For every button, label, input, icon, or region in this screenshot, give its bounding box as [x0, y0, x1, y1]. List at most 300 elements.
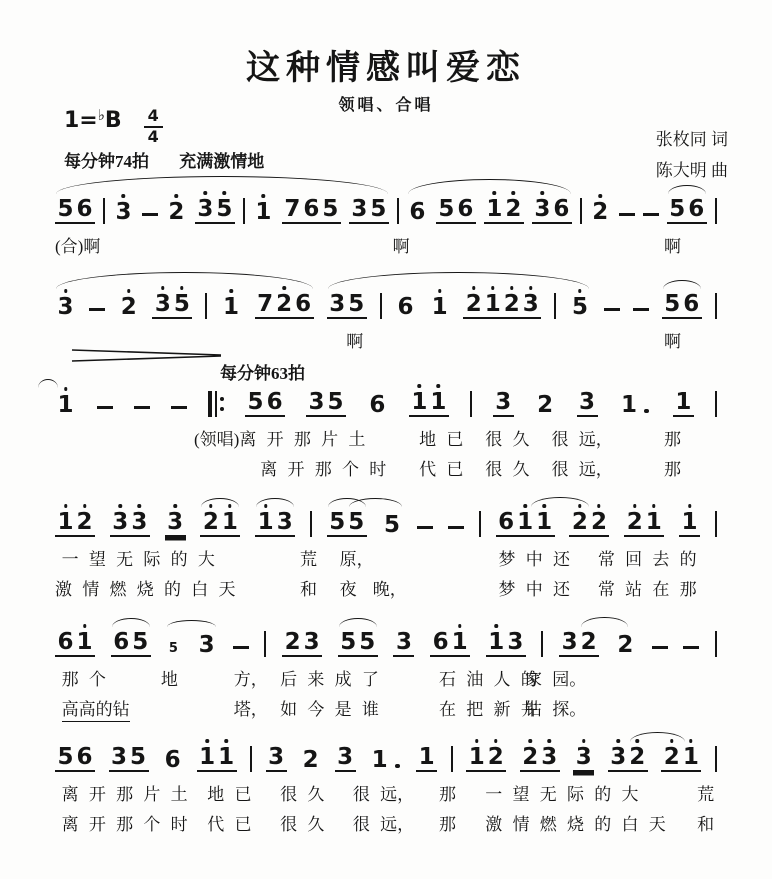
repeat-thick-line — [208, 391, 212, 417]
lyric: 那 个 — [61, 670, 106, 689]
note — [55, 511, 95, 537]
slur-arc — [201, 498, 239, 507]
barline-icon — [580, 198, 582, 224]
note-digit: 1 — [221, 509, 238, 535]
expression-marking: 充满激情地 — [179, 152, 265, 171]
lyric-row-1 — [55, 780, 717, 804]
lyric: 很 远， — [551, 430, 613, 449]
note-digit: 1 — [682, 744, 699, 770]
note-digit: 3 — [167, 509, 184, 535]
key-letter: B — [104, 108, 122, 133]
lyric: 常 站 在 那 — [597, 580, 697, 599]
note — [109, 746, 149, 772]
note — [569, 511, 609, 537]
time-signature-denominator: 4 — [147, 126, 159, 146]
note-digit: 1 — [536, 509, 553, 535]
lyric: 一 望 无 际 的 大 — [485, 785, 639, 804]
note-digit: 3 — [303, 629, 320, 655]
note-digit: 1 — [255, 199, 272, 225]
lyric: 晚， — [372, 580, 407, 599]
lyric: 如 今 是 谁 — [280, 700, 379, 719]
note-digit: 6 — [457, 196, 474, 222]
note — [306, 391, 346, 417]
note — [679, 511, 700, 537]
note — [662, 293, 702, 319]
dash-note — [89, 308, 105, 311]
note-digit: 2 — [522, 744, 539, 770]
slur-arc — [668, 185, 706, 194]
note-digit: 5 — [571, 294, 588, 320]
note-digit: 5 — [130, 744, 147, 770]
lyric: 梦 中 还 — [498, 550, 571, 569]
repeat-dot — [220, 407, 224, 411]
note-digit: 2 — [571, 509, 588, 535]
barline-icon — [451, 746, 453, 772]
note-digit: 5 — [348, 509, 365, 535]
note — [152, 293, 192, 319]
note — [338, 631, 378, 657]
note-digit: 6 — [76, 744, 93, 770]
note-digit: 3 — [522, 291, 539, 317]
note-digit: 3 — [197, 196, 214, 222]
lyric: 石 油 人 的 — [438, 670, 538, 689]
dash-note — [643, 213, 659, 216]
note-digit: 5 — [132, 629, 149, 655]
note-digit: 1 — [431, 294, 448, 320]
lyric: 在 把 新 井 — [438, 700, 538, 719]
note-digit: 1 — [681, 509, 698, 535]
note — [393, 631, 414, 657]
slur-arc — [339, 618, 377, 627]
lyric: 和 — [697, 815, 715, 834]
repeat-thin-line — [215, 391, 217, 417]
note-digit: 3 — [57, 294, 74, 320]
note — [416, 746, 437, 772]
slur-arc — [167, 620, 216, 627]
lyric: 代 已 — [419, 460, 464, 479]
slur-arc — [349, 498, 402, 507]
note — [113, 201, 134, 224]
note-digit: 2 — [505, 196, 522, 222]
notes-row — [55, 503, 717, 537]
note — [162, 749, 183, 772]
note — [165, 511, 186, 537]
note-digit: 2 — [487, 744, 504, 770]
dash-note — [417, 526, 433, 529]
notes-row — [55, 738, 717, 772]
note-digit: 2 — [465, 291, 482, 317]
slur-arc — [663, 280, 701, 289]
note-digit: 2 — [537, 392, 554, 418]
note — [335, 746, 356, 772]
lyric: 离 开 那 个 时 — [61, 815, 188, 834]
flat-icon: ♭ — [97, 106, 105, 124]
lyric-row-2 — [55, 455, 717, 479]
time-signature-numerator: 4 — [144, 108, 163, 128]
note-digit: 3 — [329, 291, 346, 317]
note-digit: 2 — [168, 199, 185, 225]
note-digit: 6 — [76, 196, 93, 222]
note-digit: 6 — [113, 629, 130, 655]
note-digit: 5 — [348, 291, 365, 317]
note — [407, 201, 428, 224]
lyric: 啊 — [392, 237, 410, 256]
dash-note — [134, 406, 150, 409]
lyric: 方， — [233, 670, 268, 689]
note-digit: 3 — [308, 389, 325, 415]
note — [111, 631, 151, 657]
note — [282, 198, 341, 224]
note-digit: 5 — [327, 389, 344, 415]
note-digit: 6 — [432, 629, 449, 655]
note-digit: 6 — [688, 196, 705, 222]
note-digit: 5 — [384, 512, 401, 538]
note — [463, 293, 541, 319]
lyric: 家 园。 — [525, 670, 587, 689]
note-digit: 2 — [202, 509, 219, 535]
note — [466, 746, 506, 772]
lyric: 很 久 — [280, 785, 325, 804]
note — [382, 514, 403, 537]
lyric: 塔， — [233, 700, 268, 719]
lyric: 梦 中 还 — [498, 580, 571, 599]
tie-arc — [38, 379, 58, 388]
note-digit: 1 — [257, 509, 274, 535]
note-digit: 3 — [495, 389, 512, 415]
note — [196, 634, 217, 657]
note-digit: 7 — [257, 291, 274, 317]
dash-note — [619, 213, 635, 216]
dash-note — [448, 526, 464, 529]
note — [615, 634, 636, 657]
note-digit: 1 — [468, 744, 485, 770]
repeat-dots — [220, 397, 224, 411]
dash-note — [633, 308, 649, 311]
note — [118, 296, 139, 319]
notes-row — [55, 383, 717, 417]
music-line-6 — [55, 738, 717, 834]
lyric: 激 情 燃 烧 的 白 天 — [55, 580, 236, 599]
note-digit: 1 — [488, 629, 505, 655]
note — [266, 746, 287, 772]
note-digit: 3 — [268, 744, 285, 770]
note-digit: 6 — [397, 294, 414, 320]
note — [327, 293, 367, 319]
mid-tempo-marking: 每分钟63拍 — [220, 364, 305, 383]
note-digit: 2 — [617, 632, 634, 658]
slur-arc — [408, 179, 571, 194]
lyric: 那 — [664, 430, 682, 449]
note-digit: 1 — [486, 196, 503, 222]
repeat-sign-icon — [208, 391, 225, 417]
lyric: 一 望 无 际 的 大 — [61, 550, 215, 569]
note-digit: 2 — [590, 509, 607, 535]
slur-arc — [56, 272, 313, 289]
barline-icon — [380, 293, 382, 319]
key-prefix: 1= — [64, 108, 98, 133]
note — [624, 511, 664, 537]
barline-icon — [715, 746, 717, 772]
note — [369, 749, 403, 772]
augmentation-dot — [395, 764, 400, 769]
note-digit: 1 — [517, 509, 534, 535]
note-digit: 1 — [371, 747, 388, 773]
lyric: 离 开 那 片 土 — [61, 785, 188, 804]
note-digit: 6 — [266, 389, 283, 415]
augmentation-dot — [644, 409, 649, 414]
note-digit: 1 — [411, 389, 428, 415]
lyric: 代 已 — [207, 815, 252, 834]
note — [300, 749, 321, 772]
lyric: 和 — [299, 580, 317, 599]
note — [590, 201, 611, 224]
note — [618, 394, 652, 417]
note — [486, 631, 526, 657]
note-digit: 2 — [120, 294, 137, 320]
note — [349, 198, 389, 224]
lyric: 地 已 — [419, 430, 464, 449]
note-digit: 5 — [57, 744, 74, 770]
note-digit: 1 — [645, 509, 662, 535]
note-digit: 5 — [173, 291, 190, 317]
note-digit: 3 — [561, 629, 578, 655]
dash-note — [683, 646, 699, 649]
lyric-row-1 — [55, 545, 717, 569]
note — [429, 296, 450, 319]
lyric-row-2 — [55, 575, 717, 599]
lyric-row-1 — [55, 665, 717, 689]
note-digit: 6 — [295, 291, 312, 317]
lyric: (领唱)离 开 那 片 土 — [194, 430, 366, 449]
note-digit: 1 — [418, 744, 435, 770]
lyric: 离 开 那 个 时 — [260, 460, 387, 479]
note-digit: 1 — [57, 392, 74, 418]
dash-note — [652, 646, 668, 649]
note — [245, 391, 285, 417]
note-digit: 5 — [322, 196, 339, 222]
barline-icon — [264, 631, 266, 657]
barline-icon — [103, 198, 105, 224]
note — [577, 391, 598, 417]
note-digit: 6 — [409, 199, 426, 225]
lyric-row-2 — [55, 810, 717, 834]
lyric: 很 远， — [551, 460, 613, 479]
note — [110, 511, 150, 537]
lyric: 啊 — [664, 237, 682, 256]
lyric: 后 来 成 了 — [280, 670, 379, 689]
note — [55, 631, 95, 657]
note-digit: 6 — [164, 747, 181, 773]
note — [221, 296, 242, 319]
note-digit: 1 — [484, 291, 501, 317]
barline-icon — [715, 293, 717, 319]
note-digit: 5 — [329, 509, 346, 535]
lyric: 那 — [438, 815, 456, 834]
note — [496, 511, 555, 537]
note — [535, 394, 556, 417]
lyric: 高高的钻 — [62, 695, 130, 722]
grace-note — [166, 642, 180, 657]
note-digit: 5 — [370, 196, 387, 222]
tempo-bpm: 每分钟74拍 — [64, 152, 149, 171]
slur-arc — [328, 272, 589, 289]
song-subtitle: 领唱、合唱 — [338, 97, 434, 114]
note-digit: 3 — [131, 509, 148, 535]
lyric: 激 情 燃 烧 的 白 天 — [485, 815, 666, 834]
decrescendo-hairpin-icon — [71, 348, 223, 362]
note — [436, 198, 476, 224]
note-digit: 1 — [675, 389, 692, 415]
barline-icon — [310, 511, 312, 537]
note-digit: 1 — [430, 389, 447, 415]
note-digit: 6 — [553, 196, 570, 222]
note — [55, 198, 95, 224]
note — [667, 198, 707, 224]
note-digit: 2 — [629, 744, 646, 770]
composer-credit: 陈大明 曲 — [655, 161, 728, 180]
note-digit: 3 — [115, 199, 132, 225]
lyric: 地 — [160, 670, 178, 689]
note-digit: 3 — [111, 744, 128, 770]
notes-row — [55, 190, 717, 224]
note — [55, 296, 76, 319]
note-digit: 1 — [57, 509, 74, 535]
dash-note — [97, 406, 113, 409]
song-title: 这种情感叫爱恋 — [246, 50, 526, 87]
note-digit: 3 — [276, 509, 293, 535]
dash-note — [233, 646, 249, 649]
note-digit: 1 — [199, 744, 216, 770]
note-digit: 2 — [663, 744, 680, 770]
note-digit: 2 — [276, 291, 293, 317]
lyric: 很 远， — [352, 815, 415, 834]
note-digit: 3 — [575, 744, 592, 770]
notes-row — [55, 623, 717, 657]
dash-note — [142, 213, 158, 216]
note — [559, 631, 599, 657]
note-digit: 3 — [337, 744, 354, 770]
note-digit: 2 — [284, 629, 301, 655]
lyric-row-1 — [55, 232, 717, 256]
barline-icon — [715, 391, 717, 417]
note-digit: 5 — [359, 629, 376, 655]
note-digit: 6 — [57, 629, 74, 655]
note — [395, 296, 416, 319]
barline-icon — [479, 511, 481, 537]
note-digit: 6 — [683, 291, 700, 317]
barline-icon — [715, 511, 717, 537]
note-digit: 2 — [626, 509, 643, 535]
music-line-3 — [55, 364, 717, 479]
note-digit: 1 — [620, 392, 637, 418]
note-digit: 6 — [498, 509, 515, 535]
lyric-row-2 — [55, 695, 717, 719]
note-digit: 2 — [76, 509, 93, 535]
music-line-1 — [55, 190, 717, 256]
lyric: 夜 — [339, 580, 357, 599]
note-digit: 3 — [351, 196, 368, 222]
note-digit: 3 — [579, 389, 596, 415]
note-digit: 5 — [669, 196, 686, 222]
note-digit: 2 — [580, 629, 597, 655]
barline-icon — [715, 198, 717, 224]
slur-arc — [328, 498, 366, 507]
note-digit: 1 — [223, 294, 240, 320]
note — [569, 296, 590, 319]
lyric: 钻 探。 — [525, 700, 587, 719]
slur-arc — [256, 498, 294, 507]
dash-note — [604, 308, 620, 311]
dash-note — [171, 406, 187, 409]
lyric: 很 久 — [280, 815, 325, 834]
barline-icon — [250, 746, 252, 772]
note — [195, 198, 235, 224]
note-digit: 1 — [218, 744, 235, 770]
note-digit: 5 — [247, 389, 264, 415]
note-digit: 6 — [303, 196, 320, 222]
repeat-dot — [220, 397, 224, 401]
note-digit: 2 — [503, 291, 520, 317]
note-digit: 1 — [76, 629, 93, 655]
note — [327, 511, 367, 537]
note — [520, 746, 560, 772]
note — [255, 511, 295, 537]
note — [200, 511, 240, 537]
note — [673, 391, 694, 417]
music-line-2 — [55, 285, 717, 351]
note-digit: 2 — [592, 199, 609, 225]
lyric-row-1 — [55, 425, 717, 449]
music-line-4 — [55, 503, 717, 599]
barline-icon — [715, 631, 717, 657]
barline-icon — [470, 391, 472, 417]
note-digit: 5 — [216, 196, 233, 222]
note — [367, 394, 388, 417]
note-digit: 5 — [664, 291, 681, 317]
slur-arc — [112, 618, 150, 627]
note-digit: 3 — [154, 291, 171, 317]
note-digit: 3 — [507, 629, 524, 655]
lyric: 啊 — [346, 332, 364, 351]
note-digit: 5 — [340, 629, 357, 655]
note-digit: 5 — [168, 641, 178, 656]
lyric: 那 — [664, 460, 682, 479]
note — [608, 746, 648, 772]
note — [409, 391, 449, 417]
note — [484, 198, 524, 224]
lyric: 荒 — [697, 785, 715, 804]
note — [197, 746, 237, 772]
lyric: 很 久 — [485, 430, 530, 449]
barline-icon — [397, 198, 399, 224]
barline-icon — [205, 293, 207, 319]
lyric: 啊 — [664, 332, 682, 351]
note-digit: 3 — [112, 509, 129, 535]
note — [255, 293, 314, 319]
note — [55, 746, 95, 772]
lyric: 荒 — [299, 550, 317, 569]
note — [55, 394, 76, 417]
note — [661, 746, 701, 772]
note — [573, 746, 594, 772]
note — [430, 631, 470, 657]
note-digit: 3 — [395, 629, 412, 655]
note — [532, 198, 572, 224]
note-digit: 2 — [302, 747, 319, 773]
lyric: 常 回 去 的 — [597, 550, 697, 569]
note — [493, 391, 514, 417]
lyric: 很 久 — [485, 460, 530, 479]
